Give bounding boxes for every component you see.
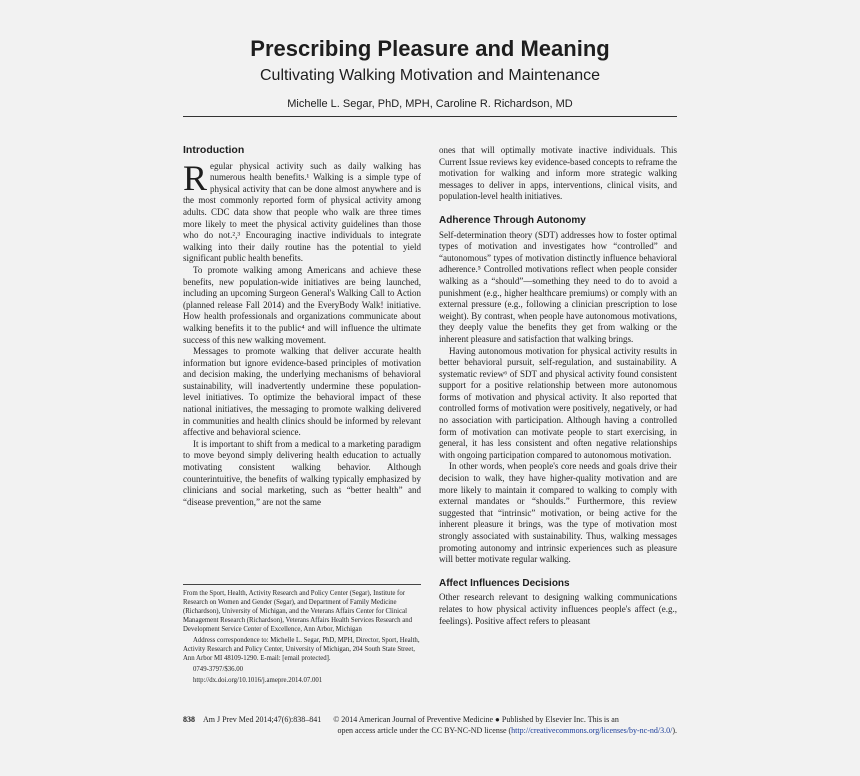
correspondence-note: Address correspondence to: Michelle L. Segar, PhD, MPH, Director, Sport, Health, Activity Research and Policy Center, University of Michigan, 204 South State Street, Ann Arbor MI 48109-1290. E-mail: [email protected]. [183,637,420,662]
intro-paragraph-2: To promote walking among Americans and achieve these benefits, new population-wide initiatives are being launched, including an upcoming Surgeon General's Walking Call to Action (planned release Fall 2014) and the EveryBody Walk! initiative. How health professionals and organizations communicate about walking benefits it to the public⁴ and will influence the ultimate success of this new walking movement. [183,264,421,345]
page-number: 838 [183,715,195,724]
doi-link[interactable]: http://dx.doi.org/10.1016/j.amepre.2014.07.001 [193,677,323,684]
autonomy-paragraph-1: Self-determination theory (SDT) addresses how to foster optimal types of motivation and investigates how “controlled” and “autonomous” types of motivation distinctly influence behavioral adherence.⁵ Controlled motivations reflect when people consider walking as a “should”—something they need to do to avoid a punishment (e.g., higher healthcare premiums) or comply with an external pressure (e.g., following a clinician prescription to lose weight). By contrast, when people have autonomous motivations, they deeply value the benefits they get from walking or the inherent pleasure and satisfaction that walking brings. [439,229,677,344]
footer-line-2 [183,725,677,736]
page-footer [183,714,677,736]
left-column [183,145,421,508]
license-link[interactable]: http://creativecommons.org/licenses/by-nc-nd/3.0/ [511,726,673,735]
article-header [183,36,677,110]
intro-paragraph-1-text: egular physical activity such as daily walking has numerous health benefits.¹ Walking is a simple type of physical activity that can be done almost anywhere and is the most commonly reported form of physical activity among adults. CDC data show that people who walk are three times more likely to meet the physical activity guidelines than those who do not.²,³ Encouraging inactive individuals to integrate walking into their daily routine has the potential to yield significant public health benefits. [183,160,421,264]
intro-heading: Introduction [183,144,245,156]
article-authors: Michelle L. Segar, PhD, MPH, Caroline R. Richardson, MD [287,98,573,110]
footnote-rule [183,584,421,585]
intro-paragraph-3: Messages to promote walking that deliver accurate health information but ignore evidence-based principles of motivation and decision making, the underlying mechanisms of behavioral sustainability, will inadvertently undermine these population-level initiatives. To optimize the behavioral impact of these national initiatives, the messaging to promote walking delivered in communities and health clinics should be informed by relevant affective and behavioral science. [183,346,421,438]
license-suffix: ). [672,726,677,735]
drop-cap: R [183,157,208,198]
affect-paragraph-1: Other research relevant to designing walking communications relates to how physical activity influences people's affect (e.g., feelings). Positive affect refers to pleasant [439,592,677,626]
right-column [439,145,677,627]
autonomy-paragraph-3: In other words, when people's core needs and goals drive their decision to walk, they have higher-quality motivation and are more likely to maintain it compared to walking to comply with external mandates or “shoulds.” Furthermore, this review suggested that “intrinsic” motivation, or being active for the inherent pleasure it brings, was the type of motivation most strongly associated with sustainability. Thus, walking messages promoting autonomy and intrinsic experiences such as pleasure will better motivate regular walking. [439,461,677,565]
article-subtitle: Cultivating Walking Motivation and Maintenance [259,67,601,84]
intro-paragraph-4: It is important to shift from a medical to a marketing paradigm to move beyond simply delivering health education to actually motivating consistent walking behavior. Although counterintuitive, the benefits of walking typically emphasized by clinicians and social marketing, such as “better health” and “disease prevention,” are not the same [183,438,421,507]
issn-note: 0749-3797/$36.00 [193,666,244,673]
intro-paragraph-5: ones that will optimally motivate inactive individuals. This Current Issue reviews key evidence-based concepts to reframe the motivation for walking and inform more strategic walking messages to deliver in apps, interventions, clinical visits, and population-level health initiatives. [439,145,677,202]
copyright-text: © 2014 American Journal of Preventive Medicine ● Published by Elsevier Inc. This is an [333,715,619,724]
footnotes [183,584,421,687]
footer-line-1 [183,714,677,725]
article-title: Prescribing Pleasure and Meaning [250,36,610,61]
autonomy-paragraph-2: Having autonomous motivation for physical activity results in better behavioral pursuit, self-regulation, and sustainability. A systematic review⁶ of SDT and physical activity found consistent support for a positive relationship between more autonomous forms of motivation and physical activity. It also reported that controlled forms of motivation were positively, negatively, or had no association with participation. Although having a controlled form of motivation can motivate people to start exercising, in general, it has less consistent and often negative relationships with ongoing participation compared to autonomous motivation. [439,345,677,460]
affect-heading: Affect Influences Decisions [439,577,570,589]
license-prefix: open access article under the CC BY-NC-ND license ( [337,726,512,735]
autonomy-heading: Adherence Through Autonomy [439,214,586,226]
intro-paragraph-1 [183,157,421,265]
journal-citation: Am J Prev Med 2014;47(6):838–841 [203,715,322,724]
affiliation-note: From the Sport, Health, Activity Research and Policy Center (Segar), Institute for Research on Women and Gender (Segar), and Department of Family Medicine (Richardson), University of Michigan, and the Veterans Affairs Center for Clinical Management Research (Richardson), Veterans Affairs Health Services Research and Development Service Center of Excellence, Ann Arbor, Michigan [183,590,413,633]
header-rule [183,116,677,117]
